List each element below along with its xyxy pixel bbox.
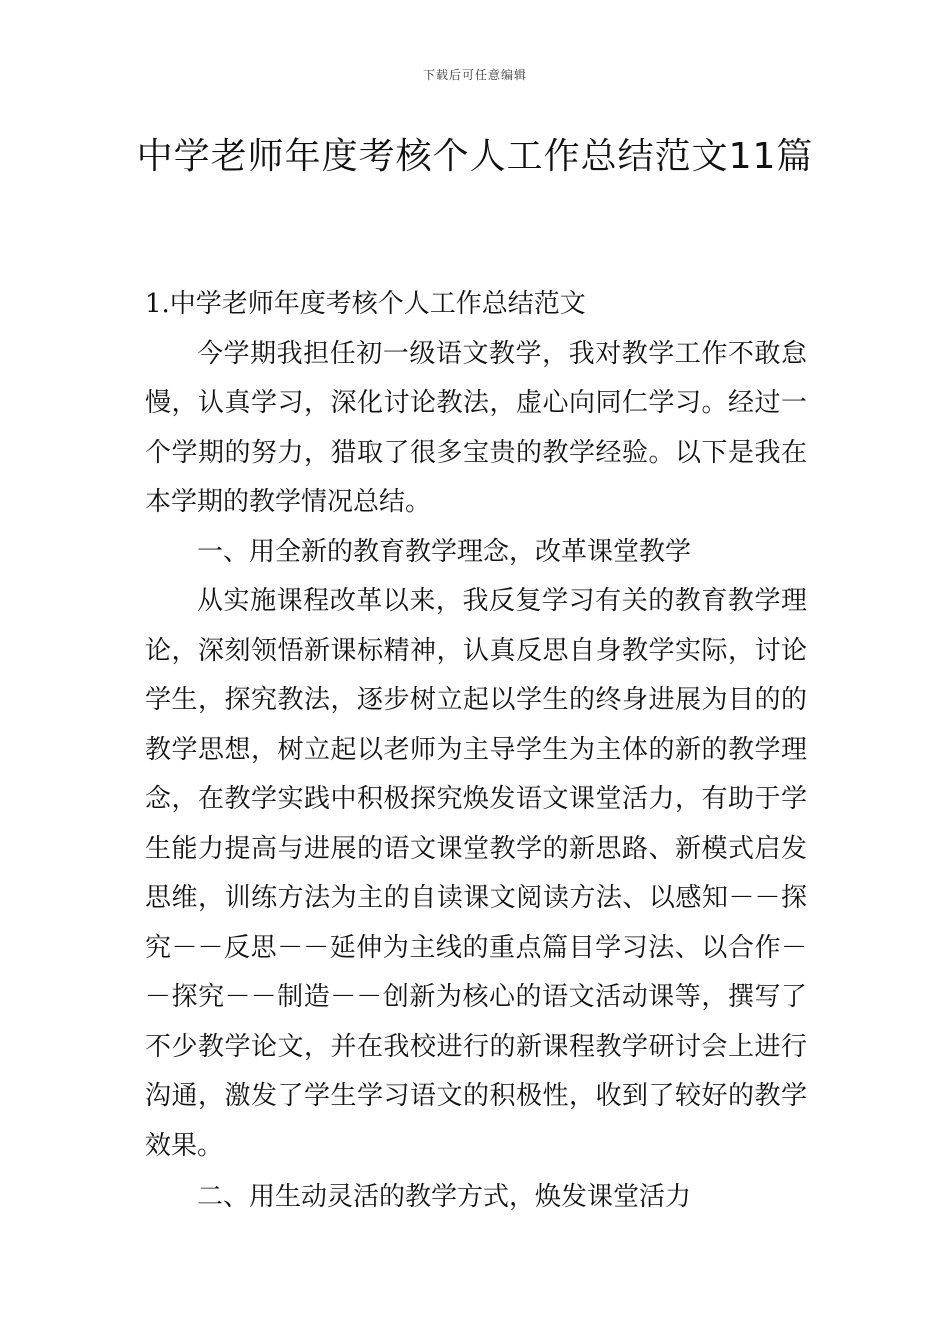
- document-body: [145, 280, 807, 1223]
- item-heading: 1.中学老师年度考核个人工作总结范文: [145, 289, 586, 319]
- section-heading-2: 二、用生动灵活的教学方式，焕发课堂活力: [197, 1182, 692, 1212]
- header-note: 下载后可任意编辑: [422, 68, 527, 82]
- paragraph-section-1: 从实施课程改革以来，我反复学习有关的教育教学理论，深刻领悟新课标精神，认真反思自身教学实际，讨论学生，探究教法，逐步树立起以学生的终身进展为目的的教学思想，树立起以老师为主导学生为主体的新的教学理念，在教学实践中积极探究焕发语文课堂活力，有助于学生能力提高与进展的语文课堂教学的新思路、新模式启发思维，训练方法为主的自读课文阅读方法、以感知－－探究－－反思－－延伸为主线的重点篇目学习法、以合作－－探究－－制造－－创新为核心的语文活动课等，撰写了不少教学论文，并在我校进行的新课程教学研讨会上进行沟通，激发了学生学习语文的积极性，收到了较好的教学效果。: [145, 586, 807, 1161]
- document-title: 中学老师年度考核个人工作总结范文11篇: [136, 136, 814, 177]
- paragraph-intro: 今学期我担任初一级语文教学，我对教学工作不敢怠慢，认真学习，深化讨论教法，虚心向同仁学习。经过一个学期的努力，猎取了很多宝贵的教学经验。以下是我在本学期的教学情况总结。: [145, 338, 807, 517]
- section-heading-1: 一、用全新的教育教学理念，改革课堂教学: [197, 536, 692, 567]
